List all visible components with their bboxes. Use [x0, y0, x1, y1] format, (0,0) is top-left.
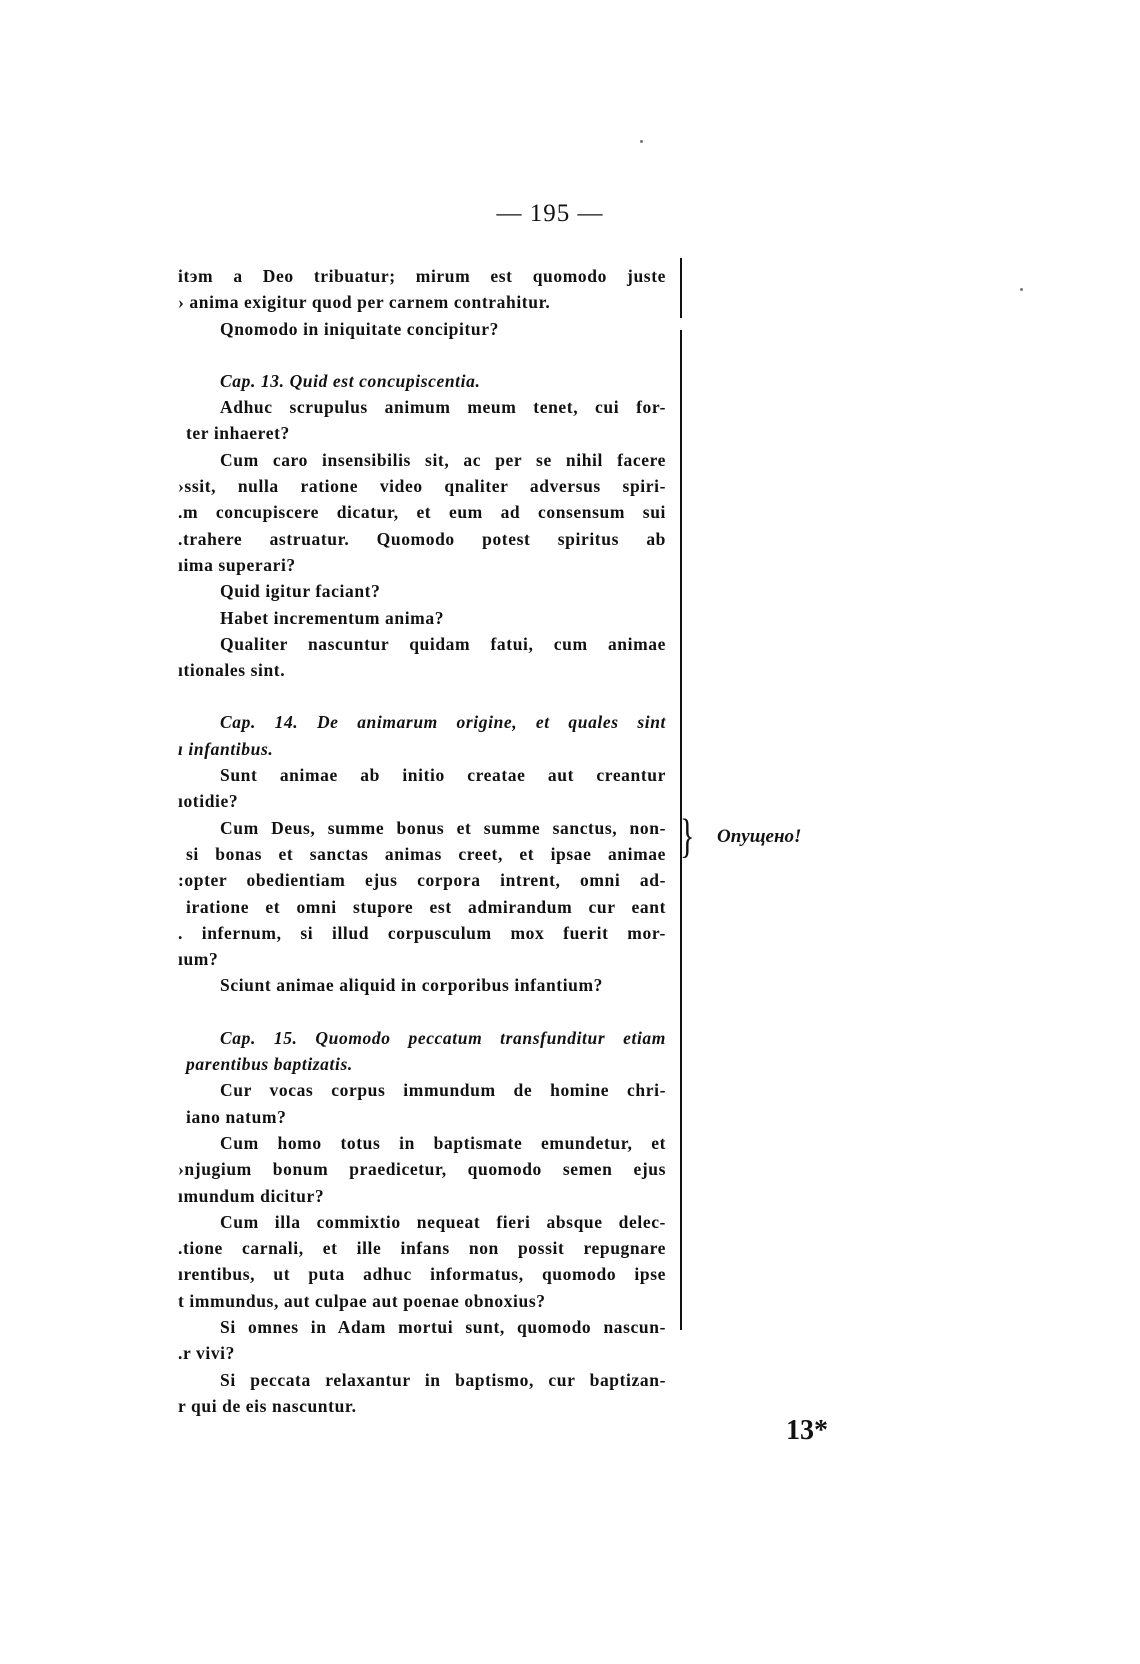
text-line: itэm a Deo tribuatur; mirum est quomodo juste: [178, 266, 666, 286]
text-line: .m concupiscere dicatur, et eum ad consensum sui: [178, 502, 666, 523]
text-line: › anima exigitur quod per carnem contrahitur.: [178, 292, 551, 313]
text-line: ıtionales sint.: [178, 660, 286, 681]
text-line: Cum caro insensibilis sit, ac per se nihil facere: [220, 449, 666, 470]
text-line: Qnomodo in iniquitate concipitur?: [220, 318, 499, 339]
section-gap: [186, 999, 666, 1025]
chapter-heading: parentibus baptizatis.: [186, 1054, 353, 1075]
text-line: ter inhaeret?: [186, 423, 290, 444]
text-line: Sciunt animae aliquid in corporibus infantium?: [220, 975, 604, 996]
margin-brace: }: [680, 809, 695, 863]
text-line: .r vivi?: [178, 1343, 235, 1364]
section-gap: [186, 342, 666, 368]
page-number: — 195 —: [496, 200, 604, 227]
text-line: Sunt animae ab initio creatae aut creantur: [220, 765, 666, 786]
text-line: ıotidie?: [178, 791, 239, 812]
text-line: ıima superari?: [178, 554, 296, 575]
chapter-heading: Cap. 15. Quomodo peccatum transfunditur etiam: [220, 1027, 666, 1048]
text-line: ımundum dicitur?: [178, 1185, 325, 1206]
text-line: Adhuc scrupulus animum meum tenet, cui for-: [220, 397, 666, 418]
text-line: Cur vocas corpus immundum de homine chri-: [220, 1080, 666, 1101]
text-line: :opter obedientiam ejus corpora intrent, omni ad-: [178, 870, 666, 891]
text-line: Si omnes in Adam mortui sunt, quomodo nascun-: [220, 1316, 666, 1337]
text-line: r qui de eis nascuntur.: [178, 1395, 357, 1416]
text-line: Quid igitur faciant?: [220, 581, 381, 602]
margin-note: Опущено!: [717, 826, 802, 847]
text-line: iratione et omni stupore est admirandum cur eant: [186, 896, 666, 917]
text-line: iano natum?: [186, 1106, 287, 1127]
section-gap: [186, 683, 666, 709]
signature-mark: 13*: [786, 1415, 828, 1446]
text-line: Cum Deus, summe bonus et summe sanctus, non-: [220, 817, 666, 838]
text-line: Habet incrementum anima?: [220, 607, 445, 628]
text-line: ırentibus, ut puta adhuc informatus, quomodo ipse: [178, 1264, 666, 1285]
text-line: Cum illa commixtio nequeat fieri absque delec-: [220, 1211, 666, 1232]
chapter-heading: Cap. 13. Quid est concupiscentia.: [220, 370, 481, 391]
text-line: .tione carnali, et ille infans non possit repugnare: [178, 1238, 666, 1259]
text-line: ›ssit, nulla ratione video qnaliter adversus spiri-: [178, 476, 666, 497]
chapter-heading: Cap. 14. De animarum origine, et quales sint: [220, 712, 666, 733]
text-line: Si peccata relaxantur in baptismo, cur baptizan-: [220, 1369, 666, 1390]
text-line: si bonas et sanctas animas creet, et ipsae animae: [186, 843, 666, 864]
text-line: ›njugium bonum praedicetur, quomodo semen ejus: [178, 1159, 666, 1180]
text-line: ıum?: [178, 949, 219, 970]
text-line: Cum homo totus in baptismate emundetur, et: [220, 1132, 666, 1153]
text-line: . infernum, si illud corpusculum mox fuerit mor-: [178, 922, 666, 943]
margin-rule-top: [680, 258, 682, 318]
chapter-heading: ı infantibus.: [178, 738, 274, 759]
speck: [1020, 288, 1023, 291]
text-line: t immundus, aut culpae aut poenae obnoxius?: [178, 1290, 546, 1311]
speck: [640, 140, 643, 143]
text-column: [178, 263, 666, 1419]
text-line: .trahere astruatur. Quomodo potest spiritus ab: [178, 528, 666, 549]
text-line: Qualiter nascuntur quidam fatui, cum animae: [220, 633, 666, 654]
